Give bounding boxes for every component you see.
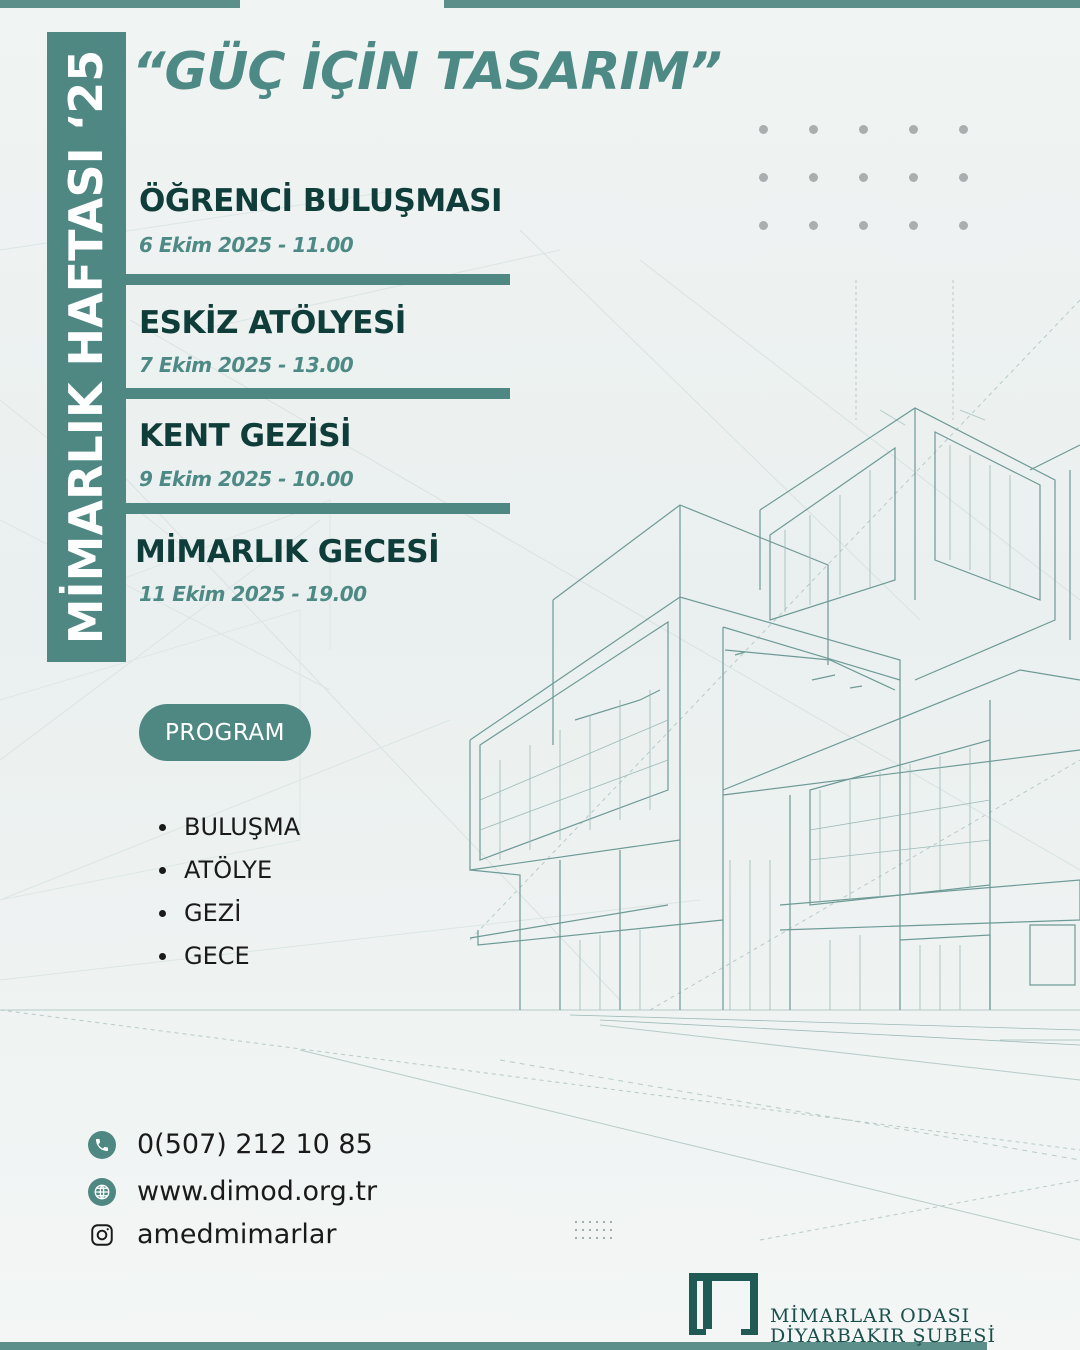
contact-website[interactable]: [88, 1176, 377, 1207]
decorative-dot: [859, 173, 868, 182]
instagram-handle[interactable]: amedmimarlar: [137, 1219, 337, 1250]
organization-logo: [689, 1273, 758, 1335]
instagram-icon: [88, 1221, 116, 1249]
small-dot-decoration: [574, 1220, 616, 1242]
decorative-dot: [859, 125, 868, 134]
decorative-dot: [959, 173, 968, 182]
decorative-dot: [909, 173, 918, 182]
event-title: MİMARLIK GECESİ: [135, 534, 440, 570]
decorative-dot: [909, 221, 918, 230]
contact-phone: [88, 1129, 373, 1160]
event-date: 6 Ekim 2025 - 11.00: [139, 233, 354, 257]
event-title: KENT GEZİSİ: [139, 418, 352, 454]
list-item: ATÖLYE: [159, 850, 300, 893]
event-date: 9 Ekim 2025 - 10.00: [139, 467, 354, 491]
globe-icon: [88, 1178, 116, 1206]
phone-number: 0(507) 212 10 85: [137, 1129, 373, 1160]
event-title: ÖĞRENCİ BULUŞMASI: [139, 183, 503, 219]
website-link[interactable]: www.dimod.org.tr: [137, 1176, 378, 1207]
tagline: “GÜÇ İÇİN TASARIM”: [132, 42, 722, 102]
event-date: 7 Ekim 2025 - 13.00: [139, 353, 354, 377]
decorative-dot: [809, 125, 818, 134]
organization-name: MİMARLAR ODASI: [770, 1305, 971, 1327]
decorative-dot: [959, 221, 968, 230]
event-title: ESKİZ ATÖLYESİ: [139, 305, 406, 341]
decorative-dot: [909, 125, 918, 134]
decorative-dot: [759, 125, 768, 134]
contact-instagram[interactable]: [88, 1219, 337, 1250]
decorative-dot: [759, 173, 768, 182]
event-divider: [126, 274, 510, 285]
program-badge: PROGRAM: [139, 704, 311, 761]
list-item: GECE: [159, 936, 300, 979]
event-date: 11 Ekim 2025 - 19.00: [139, 582, 367, 606]
event-divider: [126, 388, 510, 399]
decorative-dot: [809, 173, 818, 182]
organization-branch: DİYARBAKIR ŞUBESİ: [770, 1325, 996, 1347]
top-border-left: [0, 0, 240, 8]
program-list: [159, 807, 300, 979]
decorative-dot: [959, 125, 968, 134]
event-divider: [126, 503, 510, 514]
top-border-right: [444, 0, 1080, 8]
list-item: BULUŞMA: [159, 807, 300, 850]
list-item: GEZİ: [159, 893, 300, 936]
decorative-dot: [809, 221, 818, 230]
vertical-title: MİMARLIK HAFTASI ‘25: [59, 49, 113, 645]
phone-icon: [88, 1131, 116, 1159]
decorative-dot: [759, 221, 768, 230]
decorative-dot: [859, 221, 868, 230]
